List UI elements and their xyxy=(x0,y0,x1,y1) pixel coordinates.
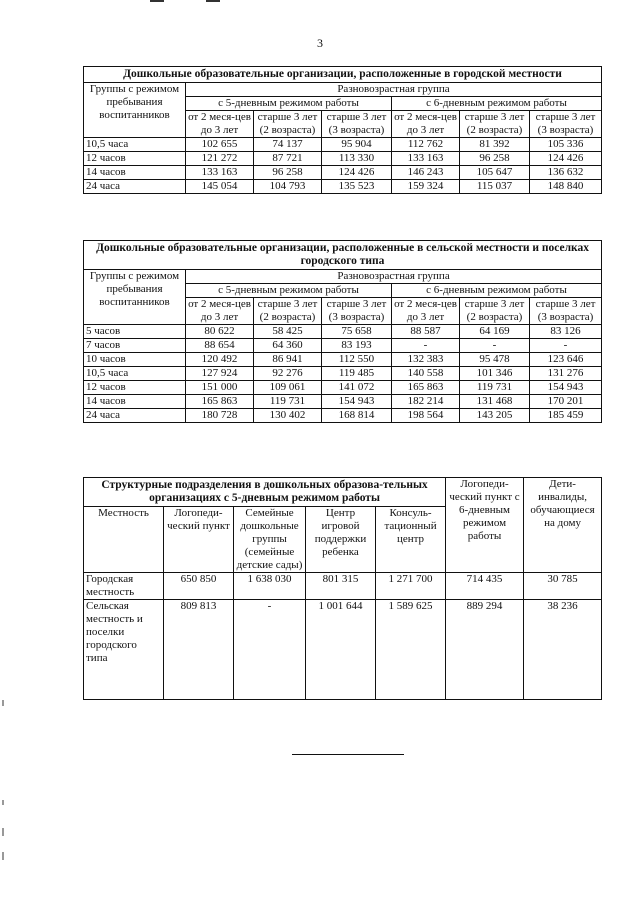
table-cell: 102 655 xyxy=(186,138,254,152)
column-header: Центр игровой поддержки ребенка xyxy=(306,507,376,573)
table-cell: 124 426 xyxy=(322,166,392,180)
table-cell: 86 941 xyxy=(254,353,322,367)
column-header: от 2 меся-цев до 3 лет xyxy=(186,298,254,325)
table-cell: 148 840 xyxy=(530,180,602,194)
table-cell: 120 492 xyxy=(186,353,254,367)
table-cell: 151 000 xyxy=(186,381,254,395)
structural-table-title: Структурные подразделения в дошкольных образова-тельных организациях с 5-дневным режимом работы xyxy=(84,478,446,507)
table-cell: 88 587 xyxy=(392,325,460,339)
top-edge-mark xyxy=(150,0,164,2)
table-cell: 182 214 xyxy=(392,395,460,409)
urban-fees-table xyxy=(83,66,602,194)
column-header: старше 3 лет (2 возраста) xyxy=(254,111,322,138)
column-header: старше 3 лет (2 возраста) xyxy=(460,111,530,138)
table-cell: 105 647 xyxy=(460,166,530,180)
table-cell: 105 336 xyxy=(530,138,602,152)
table-row xyxy=(84,573,602,600)
scan-margin-mark xyxy=(2,700,4,706)
row-label: 7 часов xyxy=(84,339,186,353)
table-cell: 168 814 xyxy=(322,409,392,423)
table-cell: 127 924 xyxy=(186,367,254,381)
table-row xyxy=(84,395,602,409)
table-cell: 1 638 030 xyxy=(234,573,306,600)
closing-rule xyxy=(292,754,404,755)
table-cell: 131 276 xyxy=(530,367,602,381)
row-label: 12 часов xyxy=(84,381,186,395)
table-cell: 170 201 xyxy=(530,395,602,409)
table-cell: 64 169 xyxy=(460,325,530,339)
column-header: от 2 меся-цев до 3 лет xyxy=(392,111,460,138)
row-label: 14 часов xyxy=(84,395,186,409)
table-cell: 124 426 xyxy=(530,152,602,166)
table-cell: 119 731 xyxy=(254,395,322,409)
table-row xyxy=(84,325,602,339)
mode6-header: с 6-дневным режимом работы xyxy=(392,284,602,298)
row-label: 24 часа xyxy=(84,409,186,423)
column-header: от 2 меся-цев до 3 лет xyxy=(186,111,254,138)
group-header: Группы с режимом пребывания воспитанников xyxy=(84,270,186,325)
table-cell: 130 402 xyxy=(254,409,322,423)
table-cell: 101 346 xyxy=(460,367,530,381)
column-header: старше 3 лет (3 возраста) xyxy=(530,298,602,325)
table-cell: 165 863 xyxy=(392,381,460,395)
row-label: 12 часов xyxy=(84,152,186,166)
scan-margin-mark xyxy=(2,800,4,805)
page-number: 3 xyxy=(317,36,323,50)
table-cell: 92 276 xyxy=(254,367,322,381)
table-cell: 95 478 xyxy=(460,353,530,367)
table-cell: 75 658 xyxy=(322,325,392,339)
top-edge-mark xyxy=(206,0,220,2)
table-cell: 87 721 xyxy=(254,152,322,166)
table-cell: 132 383 xyxy=(392,353,460,367)
table-cell: 1 271 700 xyxy=(376,573,446,600)
rural-table-title: Дошкольные образовательные организации, расположенные в сельской местности и поселках городского типа xyxy=(84,241,602,270)
table-row xyxy=(84,600,602,700)
table-cell: 81 392 xyxy=(460,138,530,152)
row-label: 10,5 часа xyxy=(84,138,186,152)
table-cell: 109 061 xyxy=(254,381,322,395)
table-cell: 136 632 xyxy=(530,166,602,180)
table-cell: 113 330 xyxy=(322,152,392,166)
table-row xyxy=(84,152,602,166)
table-cell: 145 054 xyxy=(186,180,254,194)
structural-units-table xyxy=(83,477,602,700)
column-header: Логопеди-ческий пункт xyxy=(164,507,234,573)
table-cell: 83 193 xyxy=(322,339,392,353)
table-cell: - xyxy=(392,339,460,353)
column-header: от 2 меся-цев до 3 лет xyxy=(392,298,460,325)
table-cell: 104 793 xyxy=(254,180,322,194)
table-cell: 112 550 xyxy=(322,353,392,367)
table-row xyxy=(84,367,602,381)
column-header: старше 3 лет (2 возраста) xyxy=(460,298,530,325)
table-cell: 650 850 xyxy=(164,573,234,600)
table-cell: 30 785 xyxy=(524,573,602,600)
table-cell: 119 731 xyxy=(460,381,530,395)
table-cell: 809 813 xyxy=(164,600,234,700)
table-cell: 135 523 xyxy=(322,180,392,194)
column-header: старше 3 лет (3 возраста) xyxy=(322,111,392,138)
table-cell: 133 163 xyxy=(186,166,254,180)
mode5-header: с 5-дневным режимом работы xyxy=(186,97,392,111)
table-cell: 88 654 xyxy=(186,339,254,353)
table-cell: 115 037 xyxy=(460,180,530,194)
table-cell: 58 425 xyxy=(254,325,322,339)
table-cell: - xyxy=(530,339,602,353)
table-cell: 96 258 xyxy=(254,166,322,180)
column-header: старше 3 лет (2 возраста) xyxy=(254,298,322,325)
table-cell: 74 137 xyxy=(254,138,322,152)
row-label: 5 часов xyxy=(84,325,186,339)
row-label: 10 часов xyxy=(84,353,186,367)
column-header: Логопеди-ческий пункт с 6-дневным режимом работы xyxy=(446,478,524,573)
table-cell: 146 243 xyxy=(392,166,460,180)
table-cell: 1 589 625 xyxy=(376,600,446,700)
column-header: старше 3 лет (3 возраста) xyxy=(322,298,392,325)
mode5-header: с 5-дневным режимом работы xyxy=(186,284,392,298)
table-row xyxy=(84,339,602,353)
row-label: 24 часа xyxy=(84,180,186,194)
table-cell: 141 072 xyxy=(322,381,392,395)
column-header: старше 3 лет (3 возраста) xyxy=(530,111,602,138)
table-cell: 714 435 xyxy=(446,573,524,600)
table-cell: 96 258 xyxy=(460,152,530,166)
group-header: Группы с режимом пребывания воспитанников xyxy=(84,83,186,138)
table-row xyxy=(84,381,602,395)
column-header: Консуль-тационный центр xyxy=(376,507,446,573)
table-cell: 83 126 xyxy=(530,325,602,339)
row-label: Городская местность xyxy=(84,573,164,600)
table-cell: 143 205 xyxy=(460,409,530,423)
table-cell: 180 728 xyxy=(186,409,254,423)
table-row xyxy=(84,180,602,194)
table-cell: 38 236 xyxy=(524,600,602,700)
table-cell: 112 762 xyxy=(392,138,460,152)
table-cell: 801 315 xyxy=(306,573,376,600)
table-cell: - xyxy=(460,339,530,353)
table-cell: 185 459 xyxy=(530,409,602,423)
table-row xyxy=(84,353,602,367)
row-label: Сельская местность и поселки городского типа xyxy=(84,600,164,700)
column-header: Семейные дошкольные группы (семейные детские сады) xyxy=(234,507,306,573)
table-cell: 889 294 xyxy=(446,600,524,700)
mode6-header: с 6-дневным режимом работы xyxy=(392,97,602,111)
scan-margin-mark xyxy=(2,828,4,836)
table-cell: - xyxy=(234,600,306,700)
table-cell: 80 622 xyxy=(186,325,254,339)
table-cell: 154 943 xyxy=(322,395,392,409)
table-cell: 95 904 xyxy=(322,138,392,152)
table-cell: 159 324 xyxy=(392,180,460,194)
column-header: Местность xyxy=(84,507,164,573)
table-cell: 165 863 xyxy=(186,395,254,409)
row-label: 14 часов xyxy=(84,166,186,180)
table-cell: 1 001 644 xyxy=(306,600,376,700)
table-cell: 123 646 xyxy=(530,353,602,367)
table-cell: 64 360 xyxy=(254,339,322,353)
table-cell: 131 468 xyxy=(460,395,530,409)
table-cell: 154 943 xyxy=(530,381,602,395)
row-label: 10,5 часа xyxy=(84,367,186,381)
table-row xyxy=(84,409,602,423)
column-header: Дети-инвалиды, обучающиеся на дому xyxy=(524,478,602,573)
table-cell: 119 485 xyxy=(322,367,392,381)
table-cell: 121 272 xyxy=(186,152,254,166)
age-group-header: Разновозрастная группа xyxy=(186,270,602,284)
scan-margin-mark xyxy=(2,852,4,860)
table-cell: 198 564 xyxy=(392,409,460,423)
table-row xyxy=(84,138,602,152)
table-cell: 140 558 xyxy=(392,367,460,381)
table-row xyxy=(84,166,602,180)
age-group-header: Разновозрастная группа xyxy=(186,83,602,97)
table-cell: 133 163 xyxy=(392,152,460,166)
urban-table-title: Дошкольные образовательные организации, расположенные в городской местности xyxy=(84,67,602,83)
rural-fees-table xyxy=(83,240,602,423)
